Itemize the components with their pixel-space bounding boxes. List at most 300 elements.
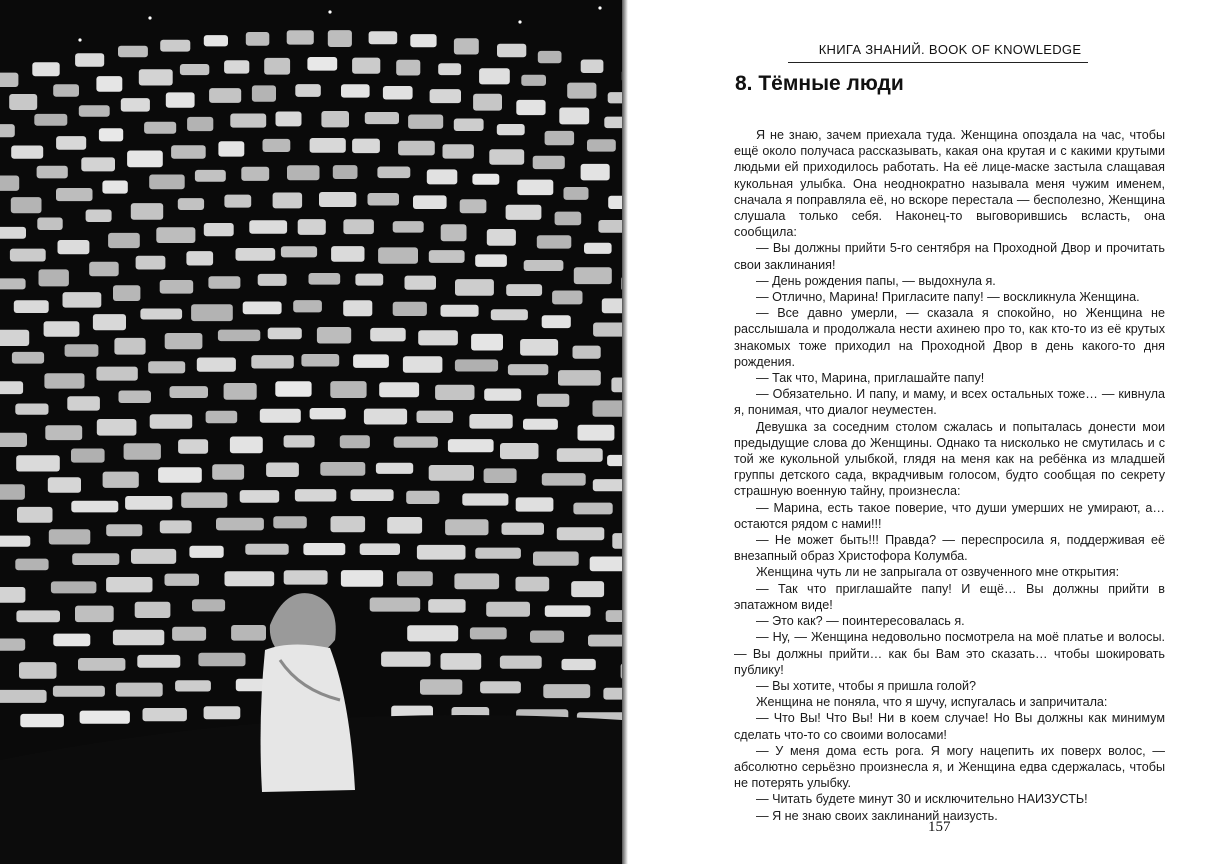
painted-brick <box>160 280 194 294</box>
painted-brick <box>573 503 612 515</box>
painted-brick <box>552 291 582 305</box>
paragraph: — Читать будете минут 30 и исключительно НАИЗУСТЬ! <box>756 792 1088 807</box>
painted-brick <box>204 35 228 46</box>
painted-brick <box>118 46 148 58</box>
painted-brick <box>571 581 604 597</box>
painted-brick <box>58 240 90 254</box>
painted-brick <box>206 411 238 424</box>
painted-brick <box>377 167 410 179</box>
painted-brick <box>351 489 394 501</box>
painted-brick <box>204 706 241 719</box>
painted-brick <box>158 467 202 482</box>
painted-brick <box>281 246 317 257</box>
painted-brick <box>608 196 622 209</box>
painted-brick <box>475 548 521 559</box>
painted-brick <box>208 276 240 289</box>
painted-brick <box>266 463 299 478</box>
painted-brick <box>0 484 25 500</box>
painted-brick <box>0 73 18 87</box>
painted-brick <box>131 203 163 220</box>
painted-brick <box>103 472 139 488</box>
paragraph: Женщина чуть ли не запрыгала от озвученного мне открытия: <box>756 565 1120 580</box>
painted-brick <box>0 536 30 547</box>
painted-brick <box>319 192 356 207</box>
painted-brick <box>455 279 494 296</box>
painted-brick <box>542 473 586 486</box>
painted-brick <box>441 653 482 670</box>
painted-brick <box>44 321 80 337</box>
painted-brick <box>410 34 436 47</box>
painted-brick <box>405 276 437 290</box>
painted-brick <box>524 260 564 271</box>
painted-brick <box>71 501 118 513</box>
painted-brick <box>469 414 512 429</box>
painted-brick <box>243 302 282 315</box>
painted-brick <box>224 60 249 73</box>
paragraph: Девушка за соседним столом сжалась и попыталась донести мои предыдущие слова до Женщины. Однако та нисколько не смутилась и с той же кукольной улыбкой, глядя на меня как на ребёнка из младшей группы детского сада, вкрадчивым голосом, будто сообщая по секрету страшную военную тайну, произнесла: <box>734 419 1165 499</box>
painted-brick <box>212 464 244 480</box>
painted-brick <box>530 631 564 643</box>
painted-brick <box>381 652 430 667</box>
painted-brick <box>63 292 102 308</box>
painted-brick <box>44 373 84 388</box>
painted-brick <box>170 386 209 398</box>
painted-brick <box>533 552 579 566</box>
painted-brick <box>119 391 152 404</box>
painted-brick <box>75 606 114 623</box>
painted-brick <box>360 543 400 555</box>
painted-brick <box>564 187 589 200</box>
painted-brick <box>96 76 122 92</box>
painted-brick <box>330 381 366 398</box>
painted-brick <box>398 141 435 156</box>
paragraph: — Отлично, Марина! Пригласите папу! — воскликнула Женщина. <box>756 290 1140 305</box>
painted-brick <box>542 315 571 328</box>
painted-brick <box>598 220 622 233</box>
star <box>328 10 331 13</box>
painted-brick <box>102 181 127 194</box>
painted-brick <box>127 151 163 168</box>
painted-brick <box>331 246 364 262</box>
painted-brick <box>32 62 59 76</box>
painted-brick <box>427 169 458 184</box>
painted-brick <box>0 381 23 394</box>
painted-brick <box>15 559 48 571</box>
painted-brick <box>455 359 498 371</box>
painted-brick <box>10 249 46 262</box>
painted-brick <box>56 136 86 150</box>
painted-brick <box>16 455 60 471</box>
painted-brick <box>81 157 115 171</box>
painted-brick <box>317 327 351 344</box>
painted-brick <box>376 463 413 474</box>
painted-brick <box>231 625 266 641</box>
painted-brick <box>268 328 302 340</box>
painted-brick <box>251 355 293 368</box>
painted-brick <box>14 300 49 313</box>
painted-brick <box>0 330 29 346</box>
painted-brick <box>470 627 507 639</box>
painted-brick <box>260 409 301 423</box>
painted-brick <box>406 491 439 504</box>
painted-brick <box>309 273 341 285</box>
paragraph: — Так что приглашайте папу! И ещё… Вы должны прийти в эпатажном виде! <box>734 581 1165 612</box>
painted-brick <box>106 577 152 592</box>
painted-brick <box>37 218 62 231</box>
painted-brick <box>295 489 336 501</box>
painted-brick <box>506 284 542 296</box>
painted-brick <box>403 356 443 373</box>
painted-brick <box>558 370 601 386</box>
chapter-title: 8. Тёмные люди <box>735 72 904 95</box>
painted-brick <box>224 195 251 208</box>
painted-brick <box>0 176 19 191</box>
painted-brick <box>39 269 69 286</box>
paragraph: — Марина, есть такое поверие, что души умерших не умирают, а… остаются рядом с нами!!! <box>734 500 1165 531</box>
painted-brick <box>441 224 467 241</box>
painted-brick <box>9 94 37 110</box>
painted-brick <box>443 144 474 158</box>
painted-brick <box>65 344 99 357</box>
painted-brick <box>224 383 257 400</box>
painted-brick <box>263 139 291 152</box>
painted-brick <box>557 527 605 540</box>
painted-brick <box>93 314 126 330</box>
painted-brick <box>555 212 582 226</box>
painted-brick <box>543 684 590 698</box>
painted-brick <box>189 546 223 558</box>
painted-brick <box>11 197 42 213</box>
painted-brick <box>370 328 406 342</box>
running-head-rule <box>788 62 1088 63</box>
painted-brick <box>49 529 91 544</box>
painted-brick <box>612 533 622 549</box>
painted-brick <box>352 139 380 154</box>
painted-brick <box>53 84 79 96</box>
painted-brick <box>343 219 374 234</box>
paragraph: — У меня дома есть рога. Я могу нацепить их поверх волос, — абсолютно серьёзно произнесла я, и Женщина едва сдержалась, чтобы не потерять улыбку. <box>734 743 1165 791</box>
painted-brick <box>0 639 25 651</box>
painted-brick <box>166 92 195 107</box>
painted-brick <box>187 117 213 131</box>
painted-brick <box>264 58 290 75</box>
painted-brick <box>249 220 287 234</box>
painted-brick <box>160 40 190 52</box>
painted-brick <box>11 146 43 159</box>
paragraph: Женщина не поняла, что я шучу, испугалась и запричитала: <box>756 695 1108 710</box>
star <box>598 6 601 9</box>
painted-brick <box>369 31 398 44</box>
painted-brick <box>0 587 25 603</box>
painted-brick <box>454 573 499 589</box>
painted-brick <box>19 662 57 679</box>
painted-brick <box>587 139 616 151</box>
painted-brick <box>341 84 370 97</box>
painted-brick <box>520 339 558 356</box>
painted-brick <box>516 497 554 511</box>
painted-brick <box>252 85 276 101</box>
paragraph: — Ну, — Женщина недовольно посмотрела на моё платье и волосы. — Вы должны прийти… как бы Вам это сказать… чтобы шокировать публику! <box>734 630 1165 677</box>
painted-brick <box>429 250 465 263</box>
painted-brick <box>293 300 322 312</box>
painted-brick <box>175 680 211 691</box>
painted-brick <box>192 599 225 611</box>
painted-brick <box>310 408 346 419</box>
painted-brick <box>37 166 68 179</box>
painted-brick <box>79 105 110 117</box>
painted-brick <box>593 323 622 337</box>
painted-brick <box>143 708 187 721</box>
painted-brick <box>12 352 44 364</box>
painted-brick <box>301 354 339 367</box>
painted-brick <box>86 210 112 223</box>
painted-brick <box>275 381 311 396</box>
painted-brick <box>502 523 545 535</box>
painted-brick <box>236 248 276 261</box>
painted-brick <box>588 635 622 647</box>
painted-brick <box>131 549 176 564</box>
painted-brick <box>364 409 407 425</box>
painted-brick <box>417 545 466 560</box>
painted-brick <box>497 44 526 57</box>
painted-brick <box>567 83 596 99</box>
painted-brick <box>602 298 622 313</box>
painted-brick <box>408 115 443 129</box>
painted-brick <box>557 448 603 462</box>
painted-brick <box>113 630 164 646</box>
painted-brick <box>370 598 421 612</box>
painted-brick <box>71 449 105 463</box>
painted-brick <box>165 574 200 586</box>
painted-brick <box>352 58 380 74</box>
painted-brick <box>355 274 383 286</box>
painted-brick <box>387 517 422 534</box>
painted-brick <box>545 131 575 145</box>
painted-brick <box>0 433 27 447</box>
painted-brick <box>160 520 192 533</box>
painted-brick <box>320 462 365 476</box>
painted-brick <box>89 262 119 276</box>
painted-brick <box>506 205 542 220</box>
painted-brick <box>180 64 209 75</box>
painted-brick <box>56 188 93 201</box>
paragraph: — Не может быть!!! Правда? — переспросила я, поддерживая её внезапный образ Христофора Колумба. <box>734 533 1165 564</box>
painted-brick <box>113 285 140 301</box>
painted-brick <box>430 89 461 103</box>
paragraph: Я не знаю, зачем приехала туда. Женщина опоздала на час, чтобы ещё около получаса рассказывать, какая она крутая и с какими крутыми людьми ей приходилось работать. На её лице-маске застыла слащавая кукольная улыбка. Она неоднократно называла меня чужим именем, сначала я поправляла её, но вскоре перестала — бесполезно, Женщина слушала только себя. Наконец-то выговорившись всласть, она сообщила: <box>734 128 1165 240</box>
painted-brick <box>573 346 601 359</box>
painted-brick <box>489 149 524 165</box>
painted-brick <box>604 117 622 129</box>
star <box>518 20 521 23</box>
star <box>148 16 151 19</box>
painted-brick <box>353 354 389 368</box>
painted-brick <box>340 435 370 448</box>
painted-brick <box>581 164 610 181</box>
painted-brick <box>72 553 119 565</box>
painted-brick <box>307 57 337 71</box>
painted-brick <box>393 302 427 316</box>
painted-brick <box>178 439 208 454</box>
painted-brick <box>230 114 266 128</box>
painted-brick <box>473 94 502 111</box>
painted-brick <box>172 627 206 641</box>
painted-brick <box>298 219 326 235</box>
painted-brick <box>140 309 182 320</box>
page-number: 157 <box>928 819 951 835</box>
painted-brick <box>341 570 383 587</box>
painted-brick <box>606 610 622 622</box>
painted-brick <box>218 330 260 342</box>
painted-brick <box>608 92 622 103</box>
painted-brick <box>225 571 275 586</box>
painted-brick <box>428 599 465 613</box>
painted-brick <box>545 605 591 617</box>
painted-brick <box>121 98 150 112</box>
paragraph: — Что Вы! Что Вы! Ни в коем случае! Но Вы должны как минимум сделать что-то со своими волосами! <box>734 711 1165 742</box>
painted-brick <box>295 84 321 97</box>
painted-brick <box>593 400 623 416</box>
painted-brick <box>53 686 105 697</box>
painted-brick <box>258 274 287 286</box>
painted-brick <box>45 425 82 440</box>
painted-brick <box>178 198 204 210</box>
painted-brick <box>537 394 569 407</box>
painted-brick <box>135 602 171 618</box>
painted-brick <box>516 100 545 115</box>
painted-brick <box>441 305 479 317</box>
painted-brick <box>198 653 245 667</box>
painted-brick <box>486 602 530 617</box>
painted-brick <box>218 141 244 156</box>
painted-brick <box>479 68 510 84</box>
painted-brick <box>53 634 90 647</box>
painted-brick <box>333 165 358 179</box>
painted-brick <box>17 507 53 523</box>
painted-brick <box>523 419 558 430</box>
painted-brick <box>181 492 227 508</box>
painted-brick <box>125 496 172 510</box>
painted-brick <box>448 439 494 452</box>
painted-brick <box>156 227 195 243</box>
painted-brick <box>108 233 140 248</box>
painted-brick <box>343 300 372 316</box>
paragraph: — Вы хотите, чтобы я пришла голой? <box>756 678 977 693</box>
painted-brick <box>574 267 612 284</box>
paragraph: — Обязательно. И папу, и маму, и всех остальных тоже… — кивнула я, понимая, что диалог неуместен. <box>734 387 1165 418</box>
painted-brick <box>78 658 125 671</box>
painted-brick <box>75 53 104 66</box>
painted-brick <box>537 235 572 248</box>
painted-brick <box>475 254 507 267</box>
painted-brick <box>321 111 349 127</box>
painted-brick <box>186 251 213 265</box>
painted-brick <box>137 655 180 668</box>
painted-brick <box>230 437 263 454</box>
painted-brick <box>383 86 413 100</box>
text-page <box>628 0 1221 864</box>
painted-brick <box>420 679 462 694</box>
painted-brick <box>0 124 15 137</box>
painted-brick <box>418 330 458 345</box>
painted-brick <box>500 443 539 459</box>
painted-brick <box>197 358 236 372</box>
painted-brick <box>508 364 548 375</box>
painted-brick <box>611 378 622 393</box>
painted-brick <box>245 544 288 555</box>
paragraph: — Все давно умерли, — сказала я спокойно, но Женщина не расслышала и продолжала нести ахинею про то, как кто-то из её крутых знакомых тоже приходил на Проходной Двор в день какого-то дня рождения. <box>734 306 1165 369</box>
painted-brick <box>454 38 479 54</box>
painted-brick <box>521 75 546 86</box>
paragraph: — День рождения папы, — выдохнула я. <box>756 273 996 288</box>
painted-brick <box>407 625 458 641</box>
paragraph: — Вы должны прийти 5-го сентября на Проходной Двор и прочитать свои заклинания! <box>734 241 1165 272</box>
painted-brick <box>578 425 615 441</box>
painted-brick <box>500 656 542 669</box>
painted-brick <box>15 404 48 415</box>
painted-brick <box>328 30 352 47</box>
painted-brick <box>429 465 474 481</box>
paragraph: — Это как? — поинтересовалась я. <box>756 614 965 629</box>
painted-brick <box>365 112 399 124</box>
painted-brick <box>204 223 234 236</box>
painted-brick <box>51 581 97 593</box>
painted-brick <box>284 435 315 447</box>
painted-brick <box>16 610 60 622</box>
painted-brick <box>216 518 264 531</box>
painted-brick <box>393 221 424 233</box>
painted-brick <box>517 180 553 196</box>
painted-brick <box>484 389 521 401</box>
painted-brick <box>20 714 64 727</box>
painted-brick <box>246 32 269 46</box>
painted-brick <box>287 165 320 180</box>
painted-brick <box>0 690 47 703</box>
painted-brick <box>96 367 137 381</box>
painted-brick <box>491 309 528 320</box>
painted-brick <box>484 468 517 483</box>
painted-brick <box>287 30 314 44</box>
painted-brick <box>114 338 145 355</box>
painted-brick <box>171 145 206 159</box>
painted-brick <box>303 543 345 555</box>
painted-brick <box>136 256 166 270</box>
painted-brick <box>368 193 400 206</box>
painted-brick <box>241 167 269 181</box>
painted-brick <box>471 334 503 351</box>
painted-brick <box>378 247 418 263</box>
painted-brick <box>124 443 161 460</box>
painted-brick <box>97 419 137 436</box>
painted-brick <box>417 411 454 423</box>
painted-brick <box>139 69 173 85</box>
paragraph: — Я не знаю своих заклинаний наизусть. <box>756 808 998 823</box>
painted-brick <box>480 681 521 693</box>
painted-brick <box>240 490 280 503</box>
painted-brick <box>603 688 622 700</box>
painted-brick <box>472 174 499 185</box>
chapter-body <box>734 127 1165 824</box>
painted-brick <box>0 278 26 289</box>
painted-brick <box>195 170 226 182</box>
painted-brick <box>438 63 461 75</box>
painted-brick <box>435 385 474 400</box>
painted-brick <box>273 193 303 209</box>
painted-brick <box>590 557 622 572</box>
painted-brick <box>165 333 203 349</box>
painted-brick <box>67 396 100 410</box>
painted-brick <box>538 51 562 63</box>
